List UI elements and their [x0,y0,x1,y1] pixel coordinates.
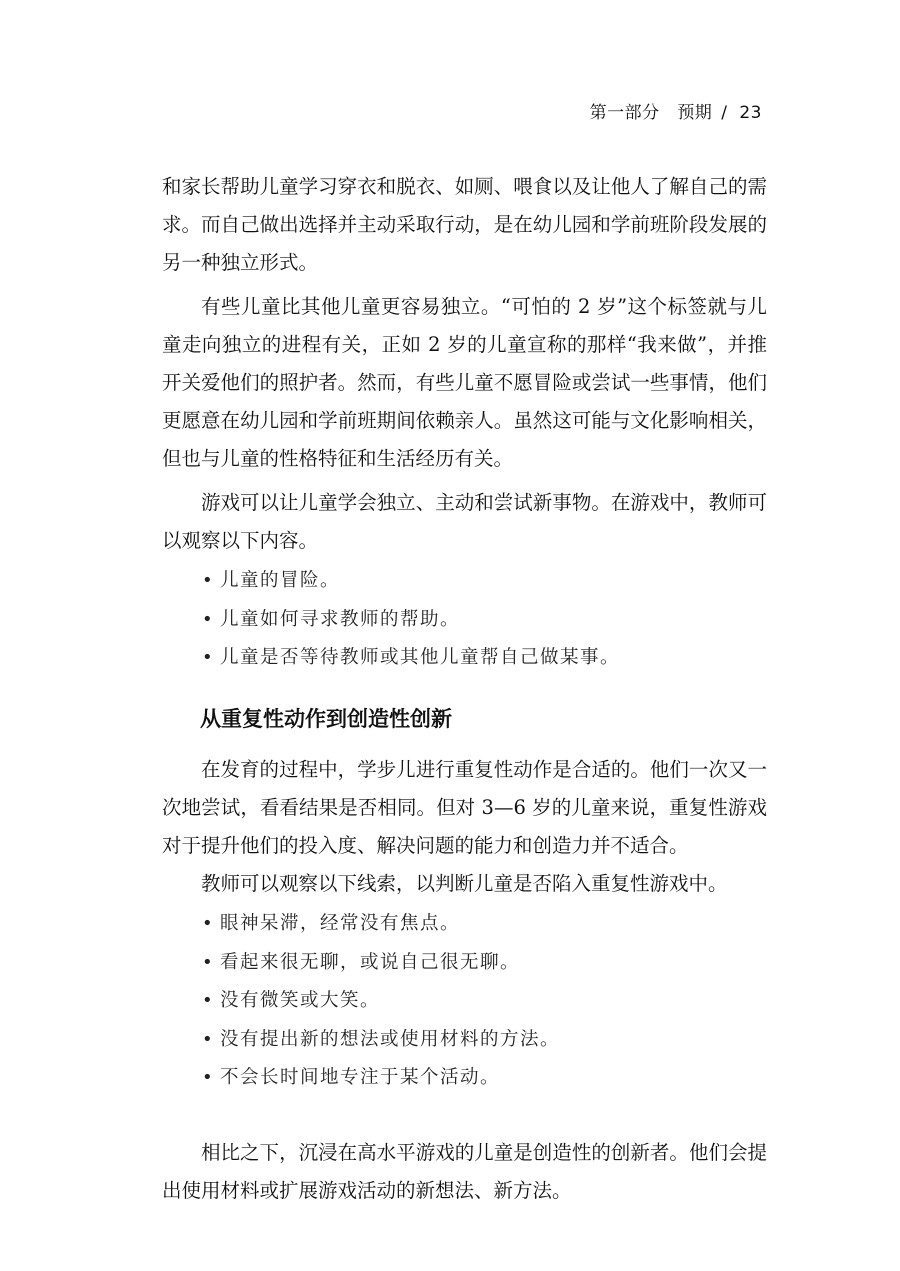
list-item [162,601,767,640]
list-item-text: 没有提出新的想法或使用材料的方法。 [220,1028,561,1050]
page-body [162,168,767,1210]
bullet-icon: • [202,608,215,630]
list-item-text: 儿童如何寻求教师的帮助。 [220,608,461,630]
page-number: 23 [739,103,762,123]
list-item-text: 没有微笑或大笑。 [220,990,381,1012]
list-item-text: 儿童的冒险。 [220,570,341,592]
running-header [590,98,762,123]
bullet-list-clues [162,905,767,1098]
list-item [162,639,767,678]
paragraph-clues: 教师可以观察以下线索，以判断儿童是否陷入重复性游戏中。 [201,872,728,896]
list-item-text: 儿童是否等待教师或其他儿童帮自己做某事。 [220,647,621,669]
list-item [162,982,767,1021]
list-item-text: 不会长时间地专注于某个活动。 [220,1067,501,1089]
part-label: 第一部分 [589,103,660,123]
bullet-icon: • [202,1028,215,1050]
list-item [162,1021,767,1060]
list-item [162,944,767,983]
list-item [162,1059,767,1098]
section-heading: 从重复性动作到创造性创新 [200,706,452,731]
list-item [162,905,767,944]
bullet-icon: • [202,647,215,669]
paragraph-play-observation: 游戏可以让儿童学会独立、主动和尝试新事物。在游戏中，教师可以观察以下内容。 [162,490,767,552]
paragraph-repetitive-actions: 在发育的过程中，学步儿进行重复性动作是合适的。他们一次又一次地尝试，看看结果是否相同。但对 3—6 岁的儿童来说，重复性游戏对于提升他们的投入度、解决问题的能力和创造力并不适合。 [162,757,767,857]
bullet-icon: • [202,990,215,1012]
bullet-icon: • [202,913,215,935]
bullet-icon: • [202,1067,215,1089]
chapter-label: 预期 [677,103,713,123]
list-item-text: 眼神呆滞，经常没有焦点。 [220,913,461,935]
bullet-icon: • [202,951,215,973]
paragraph-independence: 有些儿童比其他儿童更容易独立。“可怕的 2 岁”这个标签就与儿童走向独立的进程有关，正如 2 岁的儿童宣称的那样“我来做”，并推开关爱他们的照护者。然而，有些儿童不愿冒险或尝试一些事情，他们更愿意在幼儿园和学前班期间依赖亲人。虽然这可能与文化影响相关，但也与儿童的性格特征和生活经历有关。 [162,294,767,471]
paragraph-closing: 相比之下，沉浸在高水平游戏的儿童是创造性的创新者。他们会提出使用材料或扩展游戏活动的新想法、新方法。 [162,1140,767,1203]
bullet-list-observation [162,562,767,678]
list-item-text: 看起来很无聊，或说自己很无聊。 [220,951,521,973]
paragraph-continued: 和家长帮助儿童学习穿衣和脱衣、如厕、喂食以及让他人了解自己的需求。而自己做出选择并主动采取行动，是在幼儿园和学前班阶段发展的另一种独立形式。 [162,175,767,275]
bullet-icon: • [202,570,215,592]
list-item [162,562,767,601]
header-separator: / [715,103,728,123]
